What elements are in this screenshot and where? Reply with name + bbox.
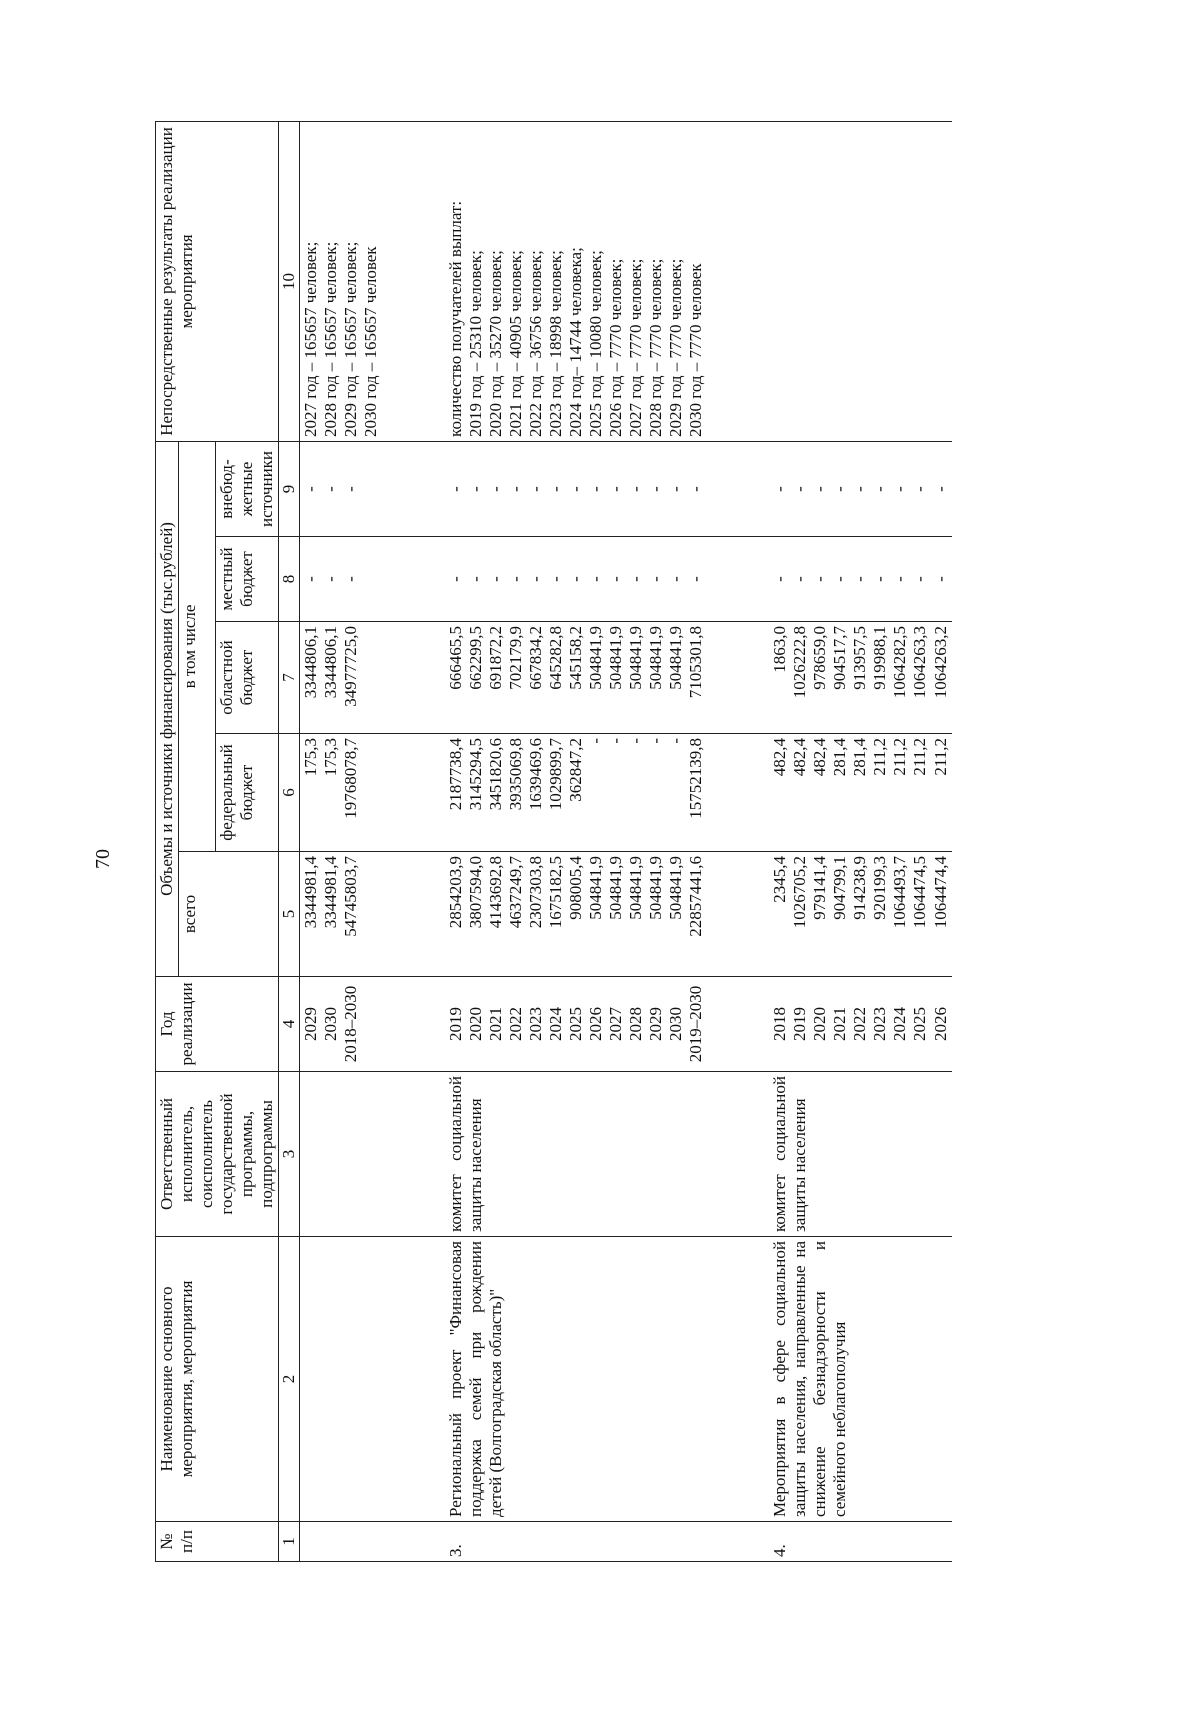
total-list <box>769 852 951 977</box>
column-numbers-row <box>279 121 300 1561</box>
cell-line: 978659,0 <box>810 626 830 690</box>
cell-line: 2020 год – 35270 человек; <box>485 250 505 437</box>
cell-line: - <box>321 576 341 582</box>
total-list <box>445 852 708 977</box>
cell-line: 667834,2 <box>525 626 545 690</box>
cell-line: 19768078,7 <box>341 738 361 819</box>
cell-line: - <box>850 576 870 582</box>
row-executor <box>300 1072 383 1237</box>
cell-line: 3935069,8 <box>505 738 525 811</box>
cell-line: 2020 <box>465 1007 485 1041</box>
cell-line: - <box>585 486 605 492</box>
cell-line: - <box>321 486 341 492</box>
cell-line: - <box>910 576 930 582</box>
page-number: 70 <box>92 849 114 869</box>
cell-line: 482,4 <box>790 738 810 777</box>
cell-line: 3344806,1 <box>321 626 341 699</box>
cell-line: 22857441,6 <box>686 856 706 937</box>
total-list <box>300 852 383 977</box>
cell-line: - <box>341 486 361 492</box>
cell-line: 1064263,2 <box>930 626 950 699</box>
cell-line: 666465,5 <box>445 626 465 690</box>
row-num <box>300 1522 383 1562</box>
cell-line: 7105301,8 <box>686 626 706 699</box>
cell-line: 904517,7 <box>830 626 850 690</box>
cell-line: 908005,4 <box>565 856 585 920</box>
row-executor: комитет социальной защиты населения <box>769 1072 951 1237</box>
cell-line: - <box>686 486 706 492</box>
cell-line: - <box>565 576 585 582</box>
cell-line: - <box>830 576 850 582</box>
cell-line: - <box>890 486 910 492</box>
cell-line: - <box>445 576 465 582</box>
cell-line: - <box>810 486 830 492</box>
header-no: № п/п <box>156 1522 279 1562</box>
cell-line: 2020 <box>810 1007 830 1041</box>
cell-line: 2026 год – 7770 человек; <box>605 258 625 437</box>
header-name: Наименование основного мероприятия, мероприятия <box>156 1237 279 1522</box>
cell-line: 2030 <box>666 1007 686 1041</box>
cell-line: - <box>625 486 645 492</box>
cell-line: 4143692,8 <box>485 856 505 929</box>
cell-line: - <box>790 486 810 492</box>
cell-line: 15752139,8 <box>686 738 706 819</box>
cell-line: 4637249,7 <box>505 856 525 929</box>
cell-line: 482,4 <box>770 738 790 777</box>
cell-line: - <box>625 738 645 744</box>
cell-line: 504841,9 <box>625 626 645 690</box>
cell-line: - <box>465 486 485 492</box>
cell-line: 2019–2030 <box>686 985 706 1063</box>
header-funding: Объемы и источники финансирования (тыс.рублей) <box>156 441 179 976</box>
cell-line: 2027 год – 165657 человек; <box>301 241 321 437</box>
cell-line: - <box>850 486 870 492</box>
cell-line: 2019 <box>445 1007 465 1041</box>
header-total: всего <box>179 852 279 977</box>
header-regional: областной бюджет <box>216 622 279 734</box>
cell-line: 2026 <box>930 1007 950 1041</box>
cell-line: 1863,0 <box>770 626 790 673</box>
cell-line: 2018 <box>770 1007 790 1041</box>
cell-line: 979141,4 <box>810 856 830 920</box>
year-list <box>300 977 383 1072</box>
cell-line: 920199,3 <box>870 856 890 920</box>
cell-line: 2019 год – 25310 человек; <box>465 250 485 437</box>
results-intro: количество получателей выплат: <box>445 200 465 437</box>
table-row <box>769 121 951 1561</box>
cell-line: - <box>625 576 645 582</box>
col-number: 8 <box>279 537 300 622</box>
cell-line: 2019 <box>790 1007 810 1041</box>
federal-list <box>769 734 951 852</box>
spacer-row <box>383 121 445 1561</box>
cell-line: 504841,9 <box>645 856 665 920</box>
cell-line: 2026 <box>585 1007 605 1041</box>
cell-line: 211,2 <box>930 738 950 776</box>
cell-line: - <box>505 576 525 582</box>
col-number: 10 <box>279 121 300 441</box>
offbudget-list <box>300 441 383 536</box>
cell-line: 34977725,0 <box>341 626 361 707</box>
cell-line: - <box>930 576 950 582</box>
cell-line: - <box>301 576 321 582</box>
cell-line: - <box>666 486 686 492</box>
cell-line: 2854203,9 <box>445 856 465 929</box>
cell-line: - <box>930 486 950 492</box>
header-offbudget: внебюд-жетные источники <box>216 441 279 536</box>
col-number: 7 <box>279 622 300 734</box>
cell-line: 1639469,6 <box>525 738 545 811</box>
cell-line: 1026222,8 <box>790 626 810 699</box>
header-results: Непосредственные результаты реализации мероприятия <box>156 121 279 441</box>
cell-line: 645282,8 <box>545 626 565 690</box>
cell-line: 2024 <box>890 1007 910 1041</box>
cell-line: 281,4 <box>850 738 870 777</box>
results-items <box>466 126 707 437</box>
cell-line: 2027 год – 7770 человек; <box>625 258 645 437</box>
cell-line: 904799,1 <box>830 856 850 920</box>
cell-line: - <box>810 576 830 582</box>
regional-list <box>769 622 951 734</box>
cell-line: 1675182,5 <box>545 856 565 929</box>
cell-line: 2028 год – 7770 человек; <box>645 258 665 437</box>
offbudget-list <box>769 441 951 536</box>
cell-line: 2025 <box>910 1007 930 1041</box>
cell-line: - <box>485 576 505 582</box>
cell-line: 175,3 <box>301 738 321 777</box>
cell-line: 2030 год – 165657 человек <box>361 246 381 437</box>
cell-line: 913957,5 <box>850 626 870 690</box>
cell-line: 3807594,0 <box>465 856 485 929</box>
cell-line: 504841,9 <box>585 856 605 920</box>
cell-line: 3451820,6 <box>485 738 505 811</box>
cell-line: - <box>545 486 565 492</box>
cell-line: 2024 год– 14744 человека; <box>565 247 585 437</box>
cell-line: 2028 год – 165657 человек; <box>321 241 341 437</box>
cell-line: 2028 <box>625 1007 645 1041</box>
federal-list <box>445 734 708 852</box>
cell-line: - <box>585 738 605 744</box>
cell-line: - <box>686 576 706 582</box>
cell-line: 504841,9 <box>605 856 625 920</box>
cell-line: - <box>645 486 665 492</box>
results-list <box>769 121 951 441</box>
cell-line: 504841,9 <box>625 856 645 920</box>
col-number: 6 <box>279 734 300 852</box>
cell-line: 1026705,2 <box>790 856 810 929</box>
cell-line: 2030 год – 7770 человек <box>686 263 706 437</box>
cell-line: - <box>465 576 485 582</box>
cell-line: 2027 <box>605 1007 625 1041</box>
results-list <box>300 121 383 441</box>
cell-line: - <box>870 576 890 582</box>
cell-line: 362847,2 <box>565 738 585 802</box>
cell-line: - <box>605 738 625 744</box>
cell-line: - <box>525 576 545 582</box>
cell-line: - <box>445 486 465 492</box>
cell-line: 211,2 <box>890 738 910 776</box>
cell-line: 3344806,1 <box>301 626 321 699</box>
cell-line: 2025 <box>565 1007 585 1041</box>
cell-line: 504841,9 <box>645 626 665 690</box>
col-number: 5 <box>279 852 300 977</box>
cell-line: 54745803,7 <box>341 856 361 937</box>
cell-line: - <box>645 576 665 582</box>
cell-line: - <box>770 486 790 492</box>
cell-line: 2307303,8 <box>525 856 545 929</box>
cell-line: 2021 <box>485 1007 505 1041</box>
federal-list <box>300 734 383 852</box>
cell-line: 2023 год – 18998 человек; <box>545 250 565 437</box>
col-number: 1 <box>279 1522 300 1562</box>
cell-line: - <box>485 486 505 492</box>
cell-line: 2023 <box>870 1007 890 1041</box>
cell-line: 504841,9 <box>585 626 605 690</box>
cell-line: 662299,5 <box>465 626 485 690</box>
row-num: 4. <box>769 1522 951 1562</box>
cell-line: - <box>770 576 790 582</box>
cell-line: 1064474,5 <box>910 856 930 929</box>
header-federal: федеральный бюджет <box>216 734 279 852</box>
cell-line: 2029 <box>301 1007 321 1041</box>
cell-line: 482,4 <box>810 738 830 777</box>
cell-line: - <box>890 576 910 582</box>
cell-line: - <box>545 576 565 582</box>
cell-line: 2030 <box>321 1007 341 1041</box>
cell-line: 2018–2030 <box>341 985 361 1063</box>
cell-line: 2021 год – 40905 человек; <box>505 250 525 437</box>
cell-line: 919988,1 <box>870 626 890 690</box>
cell-line: 2022 <box>850 1007 870 1041</box>
cell-line: 2029 <box>645 1007 665 1041</box>
cell-line: 504841,9 <box>666 856 686 920</box>
spacer-row <box>707 121 769 1561</box>
cell-line: - <box>790 576 810 582</box>
local-list <box>445 537 708 622</box>
year-list <box>445 977 708 1072</box>
cell-line: 3145294,5 <box>465 738 485 811</box>
cell-line: - <box>870 486 890 492</box>
cell-line: 211,2 <box>910 738 930 776</box>
cell-line: 3344981,4 <box>321 856 341 929</box>
cell-line: - <box>505 486 525 492</box>
row-name: Мероприятия в сфере социальной защиты населения, направленные на снижение безнадзорности и семейного неблагополучия <box>769 1237 951 1522</box>
header-executor: Ответственный исполнитель, соисполнитель государственной программы, подпрограммы <box>156 1072 279 1237</box>
cell-line: - <box>830 486 850 492</box>
header-including: в том числе <box>179 441 216 851</box>
regional-list <box>445 622 708 734</box>
cell-line: 2029 год – 165657 человек; <box>341 241 361 437</box>
local-list <box>769 537 951 622</box>
cell-line: - <box>666 738 686 744</box>
cell-line: - <box>565 486 585 492</box>
cell-line: - <box>910 486 930 492</box>
cell-line: 2022 год – 36756 человек; <box>525 250 545 437</box>
col-number: 2 <box>279 1237 300 1522</box>
cell-line: 702179,9 <box>505 626 525 690</box>
cell-line: 914238,9 <box>850 856 870 920</box>
cell-line: 504841,9 <box>666 626 686 690</box>
local-list <box>300 537 383 622</box>
cell-line: 281,4 <box>830 738 850 777</box>
cell-line: - <box>605 576 625 582</box>
cell-line: 1064282,5 <box>890 626 910 699</box>
funding-table <box>155 121 952 1562</box>
cell-line: - <box>585 576 605 582</box>
cell-line: 3344981,4 <box>301 856 321 929</box>
cell-line: - <box>645 738 665 744</box>
col-number: 4 <box>279 977 300 1072</box>
row-num: 3. <box>445 1522 708 1562</box>
regional-list <box>300 622 383 734</box>
cell-line: - <box>341 576 361 582</box>
cell-line: 2029 год – 7770 человек; <box>666 258 686 437</box>
results-list <box>445 121 708 441</box>
cell-line: 2025 год – 10080 человек; <box>585 250 605 437</box>
col-number: 3 <box>279 1072 300 1237</box>
cell-line: 504841,9 <box>605 626 625 690</box>
cell-line: 545158,2 <box>565 626 585 690</box>
row-name: Региональный проект "Финансовая поддержка семей при рождении детей (Волгоградская область)" <box>445 1237 708 1522</box>
cell-line: 1064474,4 <box>930 856 950 929</box>
cell-line: 2345,4 <box>770 856 790 903</box>
cell-line: 2024 <box>545 1007 565 1041</box>
cell-line: 2022 <box>505 1007 525 1041</box>
cell-line: 175,3 <box>321 738 341 777</box>
header-local: местный бюджет <box>216 537 279 622</box>
cell-line: - <box>666 576 686 582</box>
table-row <box>300 121 383 1561</box>
header-year: Год реализации <box>156 977 279 1072</box>
cell-line: 2187738,4 <box>445 738 465 811</box>
cell-line: - <box>525 486 545 492</box>
offbudget-list <box>445 441 708 536</box>
table-row <box>445 121 708 1561</box>
year-list <box>769 977 951 1072</box>
row-name <box>300 1237 383 1522</box>
row-executor: комитет социальной защиты населения <box>445 1072 708 1237</box>
cell-line: 1029899,7 <box>545 738 565 811</box>
cell-line: - <box>605 486 625 492</box>
cell-line: 691872,2 <box>485 626 505 690</box>
cell-line: 211,2 <box>870 738 890 776</box>
col-number: 9 <box>279 441 300 536</box>
cell-line: - <box>301 486 321 492</box>
cell-line: 1064263,3 <box>910 626 930 699</box>
cell-line: 2021 <box>830 1007 850 1041</box>
cell-line: 2023 <box>525 1007 545 1041</box>
cell-line: 1064493,7 <box>890 856 910 929</box>
